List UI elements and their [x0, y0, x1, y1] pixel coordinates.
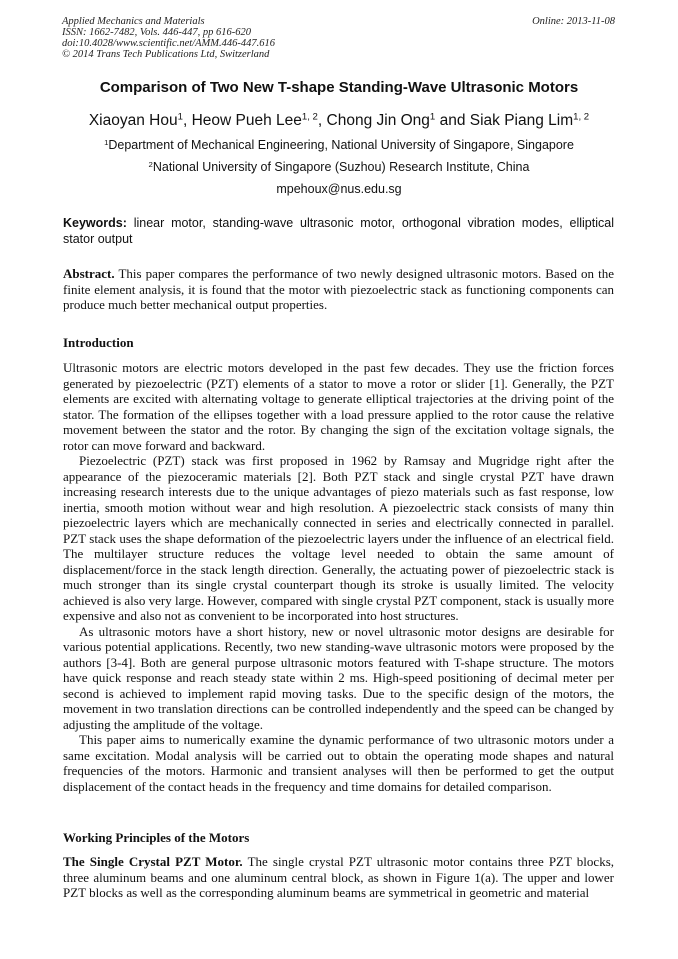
author-affiliation-mark: 1: [177, 111, 183, 123]
author-list: Xiaoyan Hou$^1$, Heow Pueh Lee$^{1, 2}$, Chong Jin Ong$^1$ and Siak Piang Lim$^{1, 2}$: [88, 111, 590, 129]
journal-issn: ISSN: 1662-7482, Vols. 446-447, pp 616-620: [62, 27, 251, 38]
subsection-text: The single crystal PZT ultrasonic motor contains three PZT blocks, three aluminum beams and one aluminum central block, as shown in Figure 1(a). The upper and lower PZT blocks as well as the corresponding aluminum beams are symmetrical in geometric and material: [63, 854, 614, 900]
paragraph: Ultrasonic motors are electric motors developed in the past few decades. They use the friction forces generated by piezoelectric (PZT) elements of a stator to move a rotor or slider [1]. Generally, the PZT elements are excited with alternating voltage to generate elliptical trajectories at the driving point of the stator. The formation of the ellipses together with a load pressure applied to the rotor cause the relative movement between the stator and the rotor. By changing the sign of the excitation voltage signals, the rotor can move forward and backward.: [63, 360, 614, 453]
author-name: Siak Piang Lim: [469, 112, 574, 129]
introduction-heading: Introduction: [63, 335, 134, 350]
author-affiliation-mark: 1, 2: [301, 111, 318, 123]
author-affiliation-mark: 1, 2: [573, 111, 590, 123]
online-date: Online: 2013-11-08: [532, 16, 615, 27]
journal-doi: doi:10.4028/www.scientific.net/AMM.446-447.616: [62, 38, 275, 49]
contact-email: mpehoux@nus.edu.sg: [276, 182, 402, 196]
subsection-heading: The Single Crystal PZT Motor.: [63, 854, 243, 869]
abstract-label: Abstract.: [63, 266, 115, 281]
keywords-text: linear motor, standing-wave ultrasonic motor, orthogonal vibration modes, elliptical stator output: [63, 216, 614, 246]
affiliation-1: $^1$Department of Mechanical Engineering, National University of Singapore, Singapore: [104, 137, 574, 152]
paragraph: This paper aims to numerically examine the dynamic performance of two ultrasonic motors under a same excitation. Modal analysis will be carried out to obtain the operating mode shapes and natural frequencies of the motors. Harmonic and transient analyses will then be performed to get the output displacement of the contact heads in the frequency and time domains for detailed comparison.: [63, 732, 614, 794]
author-name: Xiaoyan Hou: [88, 112, 178, 129]
working-principles-body: [63, 854, 614, 901]
journal-header: [62, 16, 275, 60]
keywords: [63, 215, 614, 247]
affiliation-2: $^2$National University of Singapore (Suzhou) Research Institute, China: [148, 159, 530, 174]
author-name: Heow Pueh Lee: [191, 112, 302, 129]
paragraph: As ultrasonic motors have a short history, new or novel ultrasonic motor designs are desirable for various potential applications. Recently, two new standing-wave ultrasonic motors were proposed by the authors [3-4]. Both are general purpose ultrasonic motors featured with T-shape structure. The motors have quick response and reach steady state within 2 ms. High-speed positioning of decimal meter per second is achieved to implement rapid moving tasks. Due to the specific design of the motors, the movement in two translation directions can be controlled independently and the speed can be changed by adjusting the amplitude of the voltage.: [63, 623, 614, 732]
abstract-text: This paper compares the performance of two newly designed ultrasonic motors. Based on the finite element analysis, it is found that the motor with piezoelectric stack as functioning components can produce much better mechanical output properties.: [63, 266, 614, 312]
working-principles-heading: Working Principles of the Motors: [63, 830, 250, 845]
paragraph: Piezoelectric (PZT) stack was first proposed in 1962 by Ramsay and Mugridge right after the appearance of the piezoceramic materials [2]. Both PZT stack and single crystal PZT have drawn increasing research interests due to the unique advantages of piezo materials such as fast response, low inertia, smooth motion without wear and high resolution. A piezoelectric stack consists of many thin piezoelectric layers which are mechanically connected in series and electrically connected in parallel. PZT stack uses the shape deformation of the piezoelectric layers under the influence of an electrical field. The multilayer structure reduces the voltage level needed to obtain the same amount of displacement/force in the stack length direction. Generally, the actuating power of piezoelectric stack is much stronger than its single crystal counterpart though its stroke is usually limited. The velocity achieved is also very large. However, compared with single crystal PZT component, stack is usually more expensive and also not as convenient to be incorporated into host structures.: [63, 453, 614, 623]
journal-copyright: © 2014 Trans Tech Publications Ltd, Switzerland: [62, 49, 270, 60]
author-affiliation-mark: 1: [429, 111, 436, 123]
author-name: Chong Jin Ong: [326, 112, 430, 129]
introduction-body: [63, 360, 614, 794]
paper-title: Comparison of Two New T-shape Standing-Wave Ultrasonic Motors: [99, 79, 579, 96]
journal-name: Applied Mechanics and Materials: [62, 16, 205, 27]
abstract: [63, 266, 614, 313]
keywords-label: Keywords:: [63, 216, 127, 230]
